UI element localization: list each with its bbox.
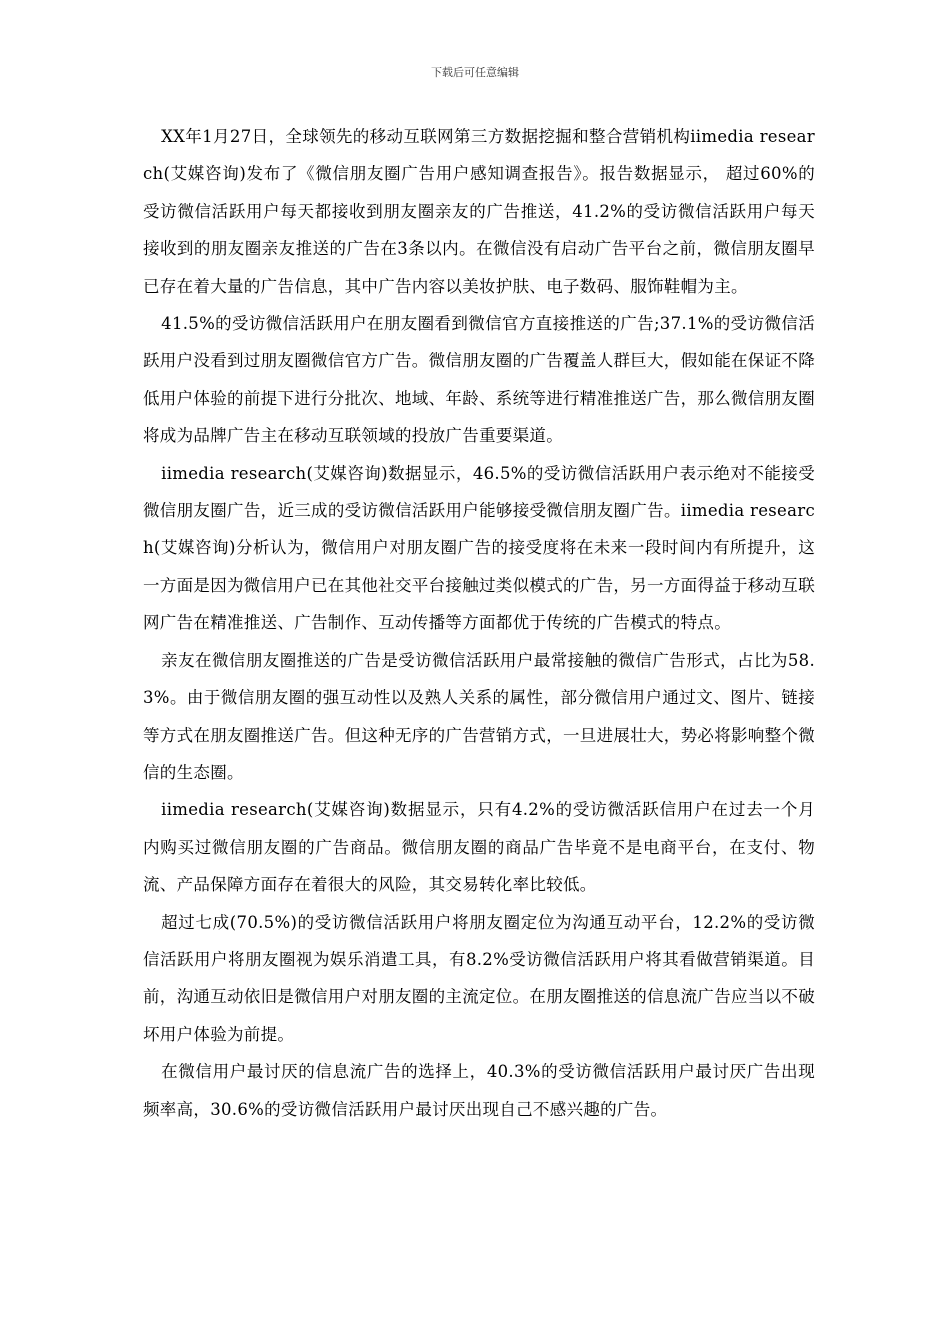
paragraph-7: 在微信用户最讨厌的信息流广告的选择上，40.3%的受访微信活跃用户最讨厌广告出现频率高，30.6%的受访微信活跃用户最讨厌出现自己不感兴趣的广告。 [143,1062,815,1119]
document-body [143,118,815,1128]
paragraph-4: 亲友在微信朋友圈推送的广告是受访微信活跃用户最常接触的微信广告形式，占比为58.3%。由于微信朋友圈的强互动性以及熟人关系的属性，部分微信用户通过文、图片、链接等方式在朋友圈推送广告。但这种无序的广告营销方式，一旦进展壮大，势必将影响整个微信的生态圈。 [143,650,815,782]
paragraph-3: iimedia research(艾媒咨询)数据显示，46.5%的受访微信活跃用户表示绝对不能接受微信朋友圈广告，近三成的受访微信活跃用户能够接受微信朋友圈广告。iimedia research(艾媒咨询)分析认为，微信用户对朋友圈广告的接受度将在未来一段时间内有所提升，这一方面是因为微信用户已在其他社交平台接触过类似模式的广告，另一方面得益于移动互联网广告在精准推送、广告制作、互动传播等方面都优于传统的广告模式的特点。 [143,463,815,633]
paragraph-2: 41.5%的受访微信活跃用户在朋友圈看到微信官方直接推送的广告;37.1%的受访微信活跃用户没看到过朋友圈微信官方广告。微信朋友圈的广告覆盖人群巨大，假如能在保证不降低用户体验的前提下进行分批次、地域、年龄、系统等进行精准推送广告，那么微信朋友圈将成为品牌广告主在移动互联领域的投放广告重要渠道。 [143,314,815,446]
paragraph-6: 超过七成(70.5%)的受访微信活跃用户将朋友圈定位为沟通互动平台，12.2%的受访微信活跃用户将朋友圈视为娱乐消遣工具，有8.2%受访微信活跃用户将其看做营销渠道。目前，沟通互动依旧是微信用户对朋友圈的主流定位。在朋友圈推送的信息流广告应当以不破坏用户体验为前提。 [143,912,815,1044]
page-header: 下载后可任意编辑 [431,66,519,79]
paragraph-5: iimedia research(艾媒咨询)数据显示，只有4.2%的受访微活跃信用户在过去一个月内购买过微信朋友圈的广告商品。微信朋友圈的商品广告毕竟不是电商平台，在支付、物流、产品保障方面存在着很大的风险，其交易转化率比较低。 [143,800,815,895]
paragraph-1: XX年1月27日，全球领先的移动互联网第三方数据挖掘和整合营销机构iimedia research(艾媒咨询)发布了《微信朋友圈广告用户感知调查报告》。报告数据显示， 超过60%的受访微信活跃用户每天都接收到朋友圈亲友的广告推送，41.2%的受访微信活跃用户每天接收到的朋友圈亲友推送的广告在3条以内。在微信没有启动广告平台之前，微信朋友圈早已存在着大量的广告信息，其中广告内容以美妆护肤、电子数码、服饰鞋帽为主。 [143,127,815,296]
